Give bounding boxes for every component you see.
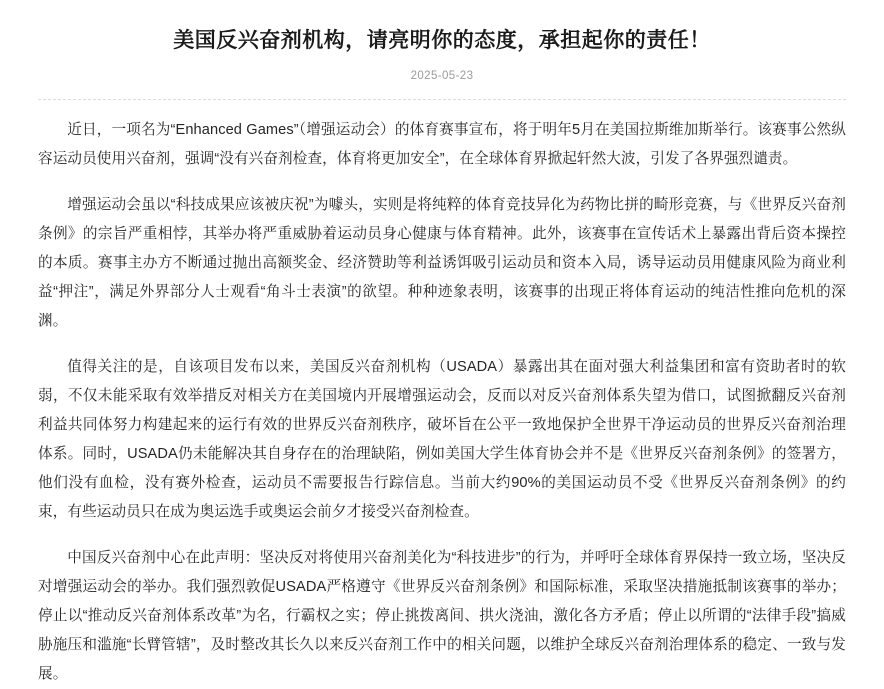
article-body xyxy=(34,116,850,689)
publish-date: 2025-05-23 xyxy=(410,70,474,82)
paragraph: 增强运动会虽以“科技成果应该被庆祝”为噱头，实则是将纯粹的体育竞技异化为药物比拼的畸形竞赛，与《世界反兴奋剂条例》的宗旨严重相悖，其举办将严重威胁着运动员身心健康与体育精神。此外，该赛事在宣传话术上暴露出背后资本操控的本质。赛事主办方不断通过抛出高额奖金、经济赞助等利益诱饵吸引运动员和资本入局，诱导运动员用健康风险为商业利益“押注”，满足外界部分人士观看“角斗士表演”的欲望。种种迹象表明，该赛事的出现正将体育运动的纯洁性推向危机的深渊。 xyxy=(38,197,846,329)
page-title: 美国反兴奋剂机构，请亮明你的态度，承担起你的责任！ xyxy=(173,29,711,52)
paragraph: 近日，一项名为“Enhanced Games”（增强运动会）的体育赛事宣布，将于明年5月在美国拉斯维加斯举行。该赛事公然纵容运动员使用兴奋剂，强调“没有兴奋剂检查，体育将更加安全”，在全球体育界掀起轩然大波，引发了各界强烈谴责。 xyxy=(38,122,846,167)
paragraph: 中国反兴奋剂中心在此声明：坚决反对将使用兴奋剂美化为“科技进步”的行为，并呼吁全球体育界保持一致立场，坚决反对增强运动会的举办。我们强烈敦促USADA严格遵守《世界反兴奋剂条例》和国际标准，采取坚决措施抵制该赛事的举办；停止以“推动反兴奋剂体系改革”为名，行霸权之实；停止挑拨离间、拱火浇油，激化各方矛盾；停止以所谓的“法律手段”搞威胁施压和滥施“长臂管辖”，及时整改其长久以来反兴奋剂工作中的相关问题，以维护全球反兴奋剂治理体系的稳定、一致与发展。 xyxy=(38,550,846,682)
paragraph: 值得关注的是，自该项目发布以来，美国反兴奋剂机构（USADA）暴露出其在面对强大利益集团和富有资助者时的软弱，不仅未能采取有效举措反对相关方在美国境内开展增强运动会，反而以对反兴奋剂体系失望为借口，试图掀翻反兴奋剂利益共同体努力构建起来的运行有效的世界反兴奋剂秩序，破坏旨在公平一致地保护全世界干净运动员的世界反兴奋剂治理体系。同时，USADA仍未能解决其自身存在的治理缺陷，例如美国大学生体育协会并不是《世界反兴奋剂条例》的签署方，他们没有血检，没有赛外检查，运动员不需要报告行踪信息。当前大约90%的美国运动员不受《世界反兴奋剂条例》的约束，有些运动员只在成为奥运选手或奥运会前夕才接受兴奋剂检查。 xyxy=(38,359,846,520)
header-divider xyxy=(38,99,846,100)
